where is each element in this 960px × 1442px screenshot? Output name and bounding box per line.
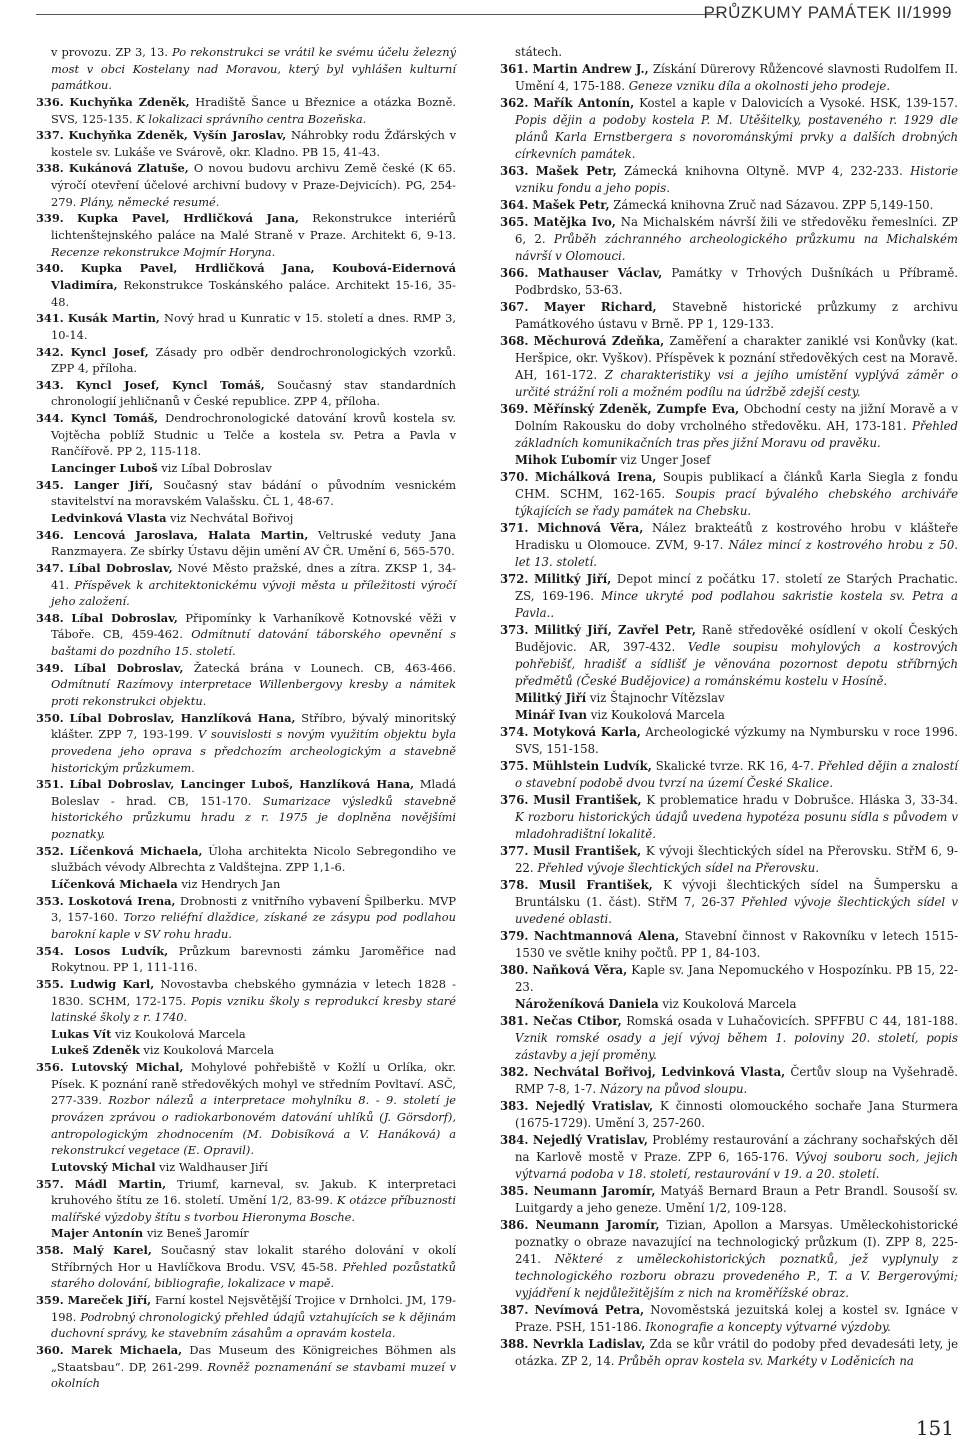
- bibliography-entry: [500, 469, 958, 520]
- header-rule: [36, 14, 720, 15]
- entry-author: Kyncl Josef,: [70, 344, 149, 359]
- bibliography-entry: [36, 610, 456, 660]
- bibliography-entry: [500, 95, 958, 163]
- entry-number: 364.: [500, 198, 529, 212]
- entry-text: Zásady pro odběr dendrochronologických vzorků. ZPP 4, příloha.: [51, 344, 457, 376]
- entry-text: Novoměstská jezuitská kolej a kostel sv. Ignáce v Praze. PSH, 151-186.: [515, 1303, 958, 1334]
- entry-text: Veltruské veduty Jana Ranzmayera. Ze sbírky Ústavu dějin umění AV ČR. Umění 6, 565-570.: [51, 527, 457, 559]
- entry-number: 365.: [500, 215, 529, 229]
- bibliography-entry: [36, 127, 456, 160]
- entry-text: státech.: [515, 45, 563, 59]
- entry-number: 340.: [36, 261, 64, 276]
- entry-annotation: Z charakteristiky vsi a jejího umístění vyplývá záměr o určité strážní roli a možném podílu na údržbě zdejší cesty.: [515, 368, 959, 399]
- entry-author: Militký Jiří, Zavřel Petr,: [534, 623, 696, 637]
- cross-reference: [36, 1159, 456, 1176]
- entry-author: Minář Ivan: [515, 708, 588, 722]
- entry-text: Připomínky k Varhaníkově Kotnovské věži v Táboře. CB, 459-462.: [51, 610, 457, 642]
- entry-author: Nejedlý Vratislav,: [535, 1099, 654, 1113]
- page-number: 151: [915, 1416, 954, 1440]
- entry-author: Kukánová Zlatuše,: [68, 161, 189, 176]
- bibliography-entry: [500, 1013, 958, 1064]
- entry-text: Rekonstrukce interiérů lichtenštejnského paláce na Malé Straně v Praze. Architekt 6, 9-13.: [51, 211, 456, 243]
- entry-author: Martin Andrew J.,: [532, 62, 649, 76]
- entry-author: Nečas Ctibor,: [532, 1014, 622, 1028]
- entry-annotation: Ikonografie a koncepty výtvarné výzdoby.: [645, 1320, 891, 1334]
- entry-author: Kusák Martin,: [67, 311, 160, 326]
- bibliography-entry: [36, 1342, 456, 1392]
- entry-continuation: [500, 44, 958, 61]
- bibliography-entry: [36, 477, 456, 510]
- bibliography-entry: [36, 410, 456, 460]
- entry-annotation: Odmítnutí Razímovy interpretace Willenbergovy kresby a námitek proti rekonstrukci objektu.: [51, 677, 456, 708]
- entry-annotation: Přehled vývoje šlechtických sídel na Přerovsku.: [537, 861, 820, 875]
- entry-author: Neumann Jaromír,: [535, 1218, 660, 1232]
- entry-annotation: Odmítnutí datování táborského opevnění s baštami do pozdního 15. století.: [51, 627, 456, 659]
- entry-annotation: Rovněž poznamenání se stavbami muzeí v okolních: [51, 1359, 457, 1391]
- bibliography-entry: [36, 843, 456, 876]
- entry-text: Na Michalském návrší žili ve středověku řemeslníci. ZP 6, 2.: [515, 215, 958, 246]
- bibliography-entry: [36, 377, 456, 410]
- entry-number: 382.: [500, 1065, 529, 1079]
- bibliography-entry: [36, 943, 456, 976]
- entry-number: 353.: [36, 893, 64, 908]
- entry-author: Nachtmannová Alena,: [533, 929, 680, 943]
- bibliography-entry: [36, 160, 456, 210]
- entry-number: 356.: [36, 1060, 64, 1075]
- entry-author: Lencová Jaroslava, Halata Martin,: [73, 527, 309, 542]
- entry-number: 357.: [36, 1176, 64, 1191]
- entry-text: Zámecká knihovna Zruč nad Sázavou. ZPP 5,149-150.: [613, 198, 934, 212]
- entry-author: Kuchyňka Zdeněk, Vyšín Jaroslav,: [68, 128, 287, 143]
- bibliography-entry: [500, 758, 958, 792]
- entry-number: 339.: [36, 211, 64, 226]
- entry-number: 343.: [36, 377, 64, 392]
- entry-text: Triumf, karneval, sv. Jakub. K interpretaci kruhového štítu ze 16. století. Umění 1/2, 83-99.: [51, 1176, 457, 1208]
- journal-title: PRŮZKUMY PAMÁTEK II/1999: [703, 3, 952, 22]
- entry-author: Mihok Ľubomír: [515, 453, 617, 467]
- entry-number: 375.: [500, 759, 529, 773]
- entry-number: 349.: [36, 660, 64, 675]
- entry-number: 386.: [500, 1218, 529, 1232]
- entry-number: 338.: [36, 161, 64, 176]
- entry-author: Líčenková Michaela: [51, 877, 178, 892]
- entry-text: Kaple sv. Jana Nepomuckého v Hospozínku. PB 15, 22-23.: [515, 963, 958, 994]
- bibliography-entry: [500, 214, 958, 265]
- entry-author: Marek Michaela,: [70, 1342, 183, 1357]
- bibliography-entry: [500, 1098, 958, 1132]
- entry-annotation: Recenze rekonstrukce Mojmír Horyna.: [51, 244, 276, 259]
- entry-annotation: Geneze vzniku díla a okolnosti jeho prodeje.: [628, 79, 891, 93]
- entry-annotation: Některé z uměleckohistorických poznatků, jež vyplynuly z technologického rozboru obrazu provedeného P., T. a V. Bergerovými; vyjádření k nejdůležitějším z nich na kroměřížské obraz.: [515, 1252, 959, 1300]
- bibliography-entry: [500, 843, 958, 877]
- entry-author: Militký Jiří: [515, 691, 587, 705]
- entry-text: K činnosti olomouckého sochaře Jana Sturmera (1675-1729). Umění 3, 257-260.: [515, 1099, 959, 1130]
- entry-author: Michálková Irena,: [535, 470, 657, 484]
- entry-number: 367.: [500, 300, 529, 314]
- entry-text: K vývoji šlechtických sídel na Přerovsku. StřM 6, 9-22.: [515, 844, 959, 875]
- entry-number: 342.: [36, 344, 64, 359]
- cross-reference: [36, 460, 456, 477]
- entry-number: 344.: [36, 411, 64, 426]
- entry-number: 351.: [36, 777, 64, 792]
- entry-author: Líbal Dobroslav, Lancinger Luboš, Hanzlíková Hana,: [69, 777, 415, 792]
- bibliography-entry: [36, 1176, 456, 1226]
- bibliography-entry: [36, 976, 456, 1026]
- entry-annotation: Vedle soupisu mohylových a kostrových pohřebišť, hradišť a sídlišť je věnována pozornost depotu stříbrných předmětů (České Budějovice) a románskému kostelu v Hosíně.: [515, 640, 958, 688]
- entry-author: Langer Jiří,: [73, 477, 154, 492]
- entry-number: 373.: [500, 623, 529, 637]
- entry-number: 347.: [36, 560, 64, 575]
- bibliography-entry: [36, 710, 456, 777]
- bibliography-entry: [500, 265, 958, 299]
- entry-text: Stavebně historické průzkumy z archivu Památkového ústavu v Brně. PP 1, 129-133.: [515, 300, 959, 331]
- entry-annotation: Rozbor nálezů a interpretace mohylníku 8. - 9. století je provázen zprávou o radiokarbonovém datování uhlíků (J. Görsdorf), antropologickým zhodnocením (M. Dobisíková a V. Hanáková) a rekonstrukcí vegetace (E. Opravil).: [51, 1093, 456, 1158]
- entry-annotation: K lokalizaci správního centra Bozeňska.: [136, 111, 367, 126]
- page-header: [0, 0, 960, 26]
- entry-author: Lancinger Luboš: [51, 461, 158, 476]
- entry-number: 361.: [500, 62, 529, 76]
- entry-author: Losos Ludvík,: [74, 943, 169, 958]
- entry-author: Nároženíková Daniela: [515, 997, 659, 1011]
- entry-author: Kyncl Josef, Kyncl Tomáš,: [76, 377, 265, 392]
- entry-annotation: Soupis prací bývalého chebského archiváře týkajících se řady památek na Chebsku.: [515, 487, 958, 518]
- bibliography-entry: [500, 877, 958, 928]
- cross-reference: [36, 510, 456, 527]
- cross-reference: [500, 707, 958, 724]
- bibliography-entry: [500, 1064, 958, 1098]
- entry-text: Mohylové pohřebiště v Kožlí u Orlíka, okr. Písek. K poznání raně středověkých mohyl ve středním Povltaví. ASČ, 277-339.: [51, 1060, 457, 1108]
- entry-text: Hradiště Šance u Březnice a otázka Bozně. SVS, 125-135.: [51, 94, 456, 126]
- entry-author: Ludwig Karl,: [69, 976, 155, 991]
- entry-text: viz Koukolová Marcela: [590, 708, 725, 722]
- cross-reference: [500, 996, 958, 1013]
- entry-author: Lutovský Michal: [51, 1159, 156, 1174]
- entry-annotation: Torzo reliéfní dlaždice, získané ze zásypu pod podlahou barokní kaple v SV rohu hradu.: [51, 910, 456, 941]
- entry-author: Líbal Dobroslav, Hanzlíková Hana,: [69, 710, 296, 725]
- entry-text: Zda se kůr vrátil do podoby před devadesáti lety, je otázka. ZP 2, 14.: [515, 1337, 959, 1368]
- entry-number: 362.: [500, 96, 529, 110]
- entry-text: Kostel a kaple v Dalovicích a Vysoké. HSK, 139-157.: [639, 96, 958, 110]
- entry-number: 385.: [500, 1184, 529, 1198]
- entry-text: Skalické tvrze. RK 16, 4-7.: [655, 759, 814, 773]
- entry-author: Mašek Petr,: [535, 164, 617, 178]
- entry-author: Mařík Antonín,: [533, 96, 635, 110]
- entry-number: 359.: [36, 1293, 64, 1308]
- entry-text: Zaměření a charakter zaniklé vsi Konůvky (kat. Heršpice, okr. Vyškov). Příspěvek k poznání středověkých cest na Moravě. AH, 161-172.: [515, 334, 959, 382]
- cross-reference: [36, 1225, 456, 1242]
- bibliography-entry: [500, 299, 958, 333]
- cross-reference: [36, 1042, 456, 1059]
- entry-author: Lutovský Michal,: [71, 1060, 184, 1075]
- entry-number: 358.: [36, 1243, 64, 1258]
- entry-annotation: Podrobný chronologický přehled údajů vztahujících se k dějinám duchovní správy, ke stavebním zásahům a opravám kostela.: [51, 1309, 456, 1341]
- bibliography-entry: [500, 520, 958, 571]
- cross-reference: [500, 690, 958, 707]
- entry-text: viz Unger Josef: [620, 453, 711, 467]
- entry-annotation: Po rekonstrukci se vrátil ke svému účelu železný most v obci Kostelany nad Moravou, který byl vyhlášen kulturní památkou.: [51, 45, 457, 93]
- entry-number: 355.: [36, 976, 64, 991]
- entry-annotation: Sumarizace výsledků stavebně historického průzkumu hradu z r. 1975 je doplněna novějšími poznatky.: [51, 793, 456, 842]
- entry-number: 383.: [500, 1099, 529, 1113]
- entry-number: 366.: [500, 266, 529, 280]
- entry-text: viz Koukolová Marcela: [143, 1043, 275, 1058]
- bibliography-entry: [500, 401, 958, 452]
- entry-author: Neumann Jaromír,: [533, 1184, 656, 1198]
- entry-author: Motyková Karla,: [532, 725, 641, 739]
- entry-text: Současný stav lokalit starého dolování v okolí Stříbrných Hor u Havlíčkova Brodu. VSV, 45-58.: [51, 1243, 456, 1274]
- entry-number: 384.: [500, 1133, 529, 1147]
- entry-text: K vývoji šlechtických sídel na Šumpersku a Bruntálsku (1. část). StřM 7, 26-37: [515, 878, 959, 909]
- entry-number: 380.: [500, 963, 529, 977]
- entry-number: 348.: [36, 610, 64, 625]
- entry-author: Musil František,: [533, 793, 642, 807]
- entry-annotation: Průběh záchranného archeologického průzkumu na Michalském návrší v Olomouci.: [515, 232, 958, 263]
- entry-text: Obchodní cesty na jižní Moravě a v Dolním Rakousku do doby vrcholného středověku. AH, 173-181.: [515, 402, 959, 433]
- entry-text: viz Beneš Jaromír: [146, 1226, 249, 1241]
- entry-text: Nové Město pražské, dnes a zítra. ZKSP 1, 34-41.: [51, 560, 456, 592]
- entry-annotation: K otázce příbuznosti malířské výzdoby štítu s tvorbou Hieronyma Bosche.: [51, 1193, 456, 1224]
- entry-number: 372.: [500, 572, 529, 586]
- entry-number: 337.: [36, 128, 64, 143]
- bibliography-entry: [36, 310, 456, 343]
- entry-annotation: Vývoj souboru soch, jejich výtvarná podoba v 18. století, restaurování v 19. a 20. století.: [515, 1150, 959, 1181]
- entry-number: 377.: [500, 844, 529, 858]
- entry-annotation: Popis dějin a podoby kostela P. M. Utěšitelky, postaveného r. 1929 dle plánů Karla Ernstbergera s novorománskými prvky a dalších drobných církevních památek.: [515, 113, 958, 161]
- bibliography-entry: [36, 94, 456, 127]
- entry-author: Měřínský Zdeněk, Zumpfe Eva,: [533, 402, 740, 416]
- bibliography-entry: [500, 571, 958, 622]
- entry-number: 350.: [36, 710, 64, 725]
- entry-number: 354.: [36, 943, 64, 958]
- entry-text: Romská osada v Luhačovicích. SPFFBU C 44, 181-188.: [626, 1014, 958, 1028]
- entry-number: 388.: [500, 1337, 529, 1351]
- entry-annotation: Přehled vývoje šlechtických sídel v uvedené oblasti.: [515, 895, 958, 926]
- entry-text: viz Líbal Dobroslav: [161, 461, 272, 476]
- entry-text: Nový hrad u Kunratic v 15. století a dnes. RMP 3, 10-14.: [51, 311, 456, 342]
- entry-text: Archeologické výzkumy na Nymbursku v roce 1996. SVS, 151-158.: [515, 725, 958, 756]
- entry-author: Kupka Pavel, Hrdličková Jana, Koubová-Eidernová Vladimíra,: [51, 261, 456, 292]
- entry-text: Depot mincí z počátku 17. století ze Starých Prachatic. ZS, 169-196.: [515, 572, 959, 603]
- entry-annotation: Vznik romské osady a její vývoj během 1. poloviny 20. století, popis zástavby a její proměny.: [515, 1031, 958, 1062]
- bibliography-entry: [500, 792, 958, 843]
- right-column: [500, 44, 958, 1370]
- entry-text: Raně středověké osídlení v okolí Českých Budějovic. AR, 397-432.: [515, 623, 959, 654]
- entry-author: Matějka Ivo,: [533, 215, 616, 229]
- cross-reference: [36, 876, 456, 893]
- bibliography-entry: [500, 1132, 958, 1183]
- left-column: [36, 44, 456, 1392]
- bibliography-entry: [36, 210, 456, 260]
- entry-number: 378.: [500, 878, 529, 892]
- entry-text: Úloha architekta Nicolo Sebregondiho ve službách vévody Albrechta z Valdštejna. ZPP 1,1-6.: [51, 843, 456, 875]
- entry-number: 368.: [500, 334, 529, 348]
- entry-text: Drobnosti z vnitřního vybavení Špilberku. MVP 3, 157-160.: [51, 893, 456, 925]
- entry-author: Ledvinková Vlasta: [51, 510, 167, 525]
- entry-text: Tizian, Apollon a Marsyas. Uměleckohistorické poznatky o obraze navazující na technologický průzkum (I). ZPP 8, 225-241.: [515, 1218, 959, 1266]
- entry-text: Současný stav standardních chronologií jehličnanů v České republice. ZPP 4, příloha.: [51, 377, 457, 409]
- entry-author: Militký Jiří,: [534, 572, 612, 586]
- entry-author: Michnová Věra,: [537, 521, 644, 535]
- entry-annotation: V souvislosti s novým využitím objektu byla provedena jeho oprava s předchozím archeologickým a stavebně historickým průzkumem.: [51, 727, 456, 775]
- entry-author: Mádl Martin,: [74, 1176, 167, 1191]
- entry-text: Zámecká knihovna Oltyně. MVP 4, 232-233.: [624, 164, 903, 178]
- entry-number: 346.: [36, 527, 64, 542]
- entry-number: 360.: [36, 1342, 64, 1357]
- entry-annotation: Popis vzniku školy s reprodukcí kresby staré latinské školy z r. 1740.: [51, 993, 456, 1025]
- entry-text: Mladá Boleslav - hrad. CB, 151-170.: [51, 777, 457, 808]
- bibliography-entry: [500, 163, 958, 197]
- entry-text: Novostavba chebského gymnázia v letech 1828 - 1830. SCHM, 172-175.: [51, 976, 456, 1008]
- bibliography-entry: [36, 344, 456, 377]
- entry-text: viz Koukolová Marcela: [662, 997, 797, 1011]
- bibliography-entry: [500, 724, 958, 758]
- entry-annotation: Přehled základních komunikačních tras přes jižní Moravu od pravěku.: [515, 419, 958, 450]
- entry-author: Majer Antonín: [51, 1226, 144, 1241]
- entry-number: 379.: [500, 929, 529, 943]
- entry-author: Musil František,: [538, 878, 653, 892]
- entry-author: Kuchyňka Zdeněk,: [69, 94, 190, 109]
- entry-text: Dendrochronologické datování krovů kostela sv. Vojtěcha poblíž Studnic u Telče a kostela sv. Petra a Pavla v Rančířově. PP 2, 115-118.: [51, 411, 457, 459]
- entry-author: Lukas Vít: [51, 1026, 112, 1041]
- bibliography-entry: [36, 260, 456, 310]
- bibliography-entry: [500, 1302, 958, 1336]
- entry-annotation: Historie vzniku fondu a jeho popis.: [515, 164, 959, 195]
- entry-annotation: Plány, německé resumé.: [80, 194, 220, 209]
- entry-author: Líčenková Michaela,: [69, 843, 203, 858]
- entry-text: Problémy restaurování a záchrany sochařských děl na Karlově mostě v Praze. ZPP 6, 165-176.: [515, 1133, 958, 1164]
- entry-number: 345.: [36, 477, 64, 492]
- entry-text: Současný stav bádání o původním vesnickém stavitelství na moravském Valašsku. ČL 1, 48-67.: [51, 477, 456, 509]
- entry-number: 387.: [500, 1303, 529, 1317]
- entry-number: 341.: [36, 311, 64, 326]
- entry-number: 374.: [500, 725, 529, 739]
- entry-author: Nechvátal Bořivoj, Ledvinková Vlasta,: [533, 1065, 786, 1079]
- entry-text: viz Koukolová Marcela: [115, 1026, 246, 1041]
- entry-text: Stavební činnost v Rakovníku v letech 1515-1530 ve světle knihy počtů. PP 1, 84-103.: [515, 929, 959, 960]
- entry-continuation: [36, 44, 456, 94]
- entry-text: Žatecká brána v Lounech. CB, 463-466.: [193, 660, 457, 675]
- entry-text: O novou budovu archivu Země české (K 65. výročí otevření účelové archivní budovy v Praze-Dejvicích). PG, 254-279.: [51, 161, 457, 209]
- entry-annotation: Průběh oprav kostela sv. Markéty v Loděnicích na: [618, 1354, 914, 1368]
- entry-number: 336.: [36, 94, 64, 109]
- entry-text: viz Waldhauser Jiří: [159, 1159, 268, 1174]
- bibliography-entry: [36, 527, 456, 560]
- entry-author: Mathauser Václav,: [537, 266, 663, 280]
- entry-annotation: Nález mincí z kostrového hrobu z 50. let 13. století.: [515, 538, 959, 569]
- entry-author: Líbal Dobroslav,: [74, 660, 184, 675]
- bibliography-entry: [36, 560, 456, 610]
- entry-annotation: K rozboru historických údajů uvedena hypotéza posunu sídla s původem v mladohradištní lokalitě.: [515, 810, 958, 841]
- entry-text: viz Nechvátal Bořivoj: [170, 510, 294, 525]
- cross-reference: [500, 452, 958, 469]
- entry-number: 371.: [500, 521, 529, 535]
- entry-text: Čertův sloup na Vyšehradě. RMP 7-8, 1-7.: [515, 1065, 959, 1096]
- entry-text: Soupis publikací a článků Karla Siegla z fondu CHM. SCHM, 162-165.: [515, 470, 959, 501]
- entry-text: K problematice hradu v Dobrušce. Hláska 3, 33-34.: [646, 793, 958, 807]
- entry-author: Mühlstein Ludvík,: [532, 759, 652, 773]
- bibliography-entry: [500, 197, 958, 214]
- bibliography-entry: [36, 1242, 456, 1292]
- entry-annotation: Příspěvek k architektonickému vývoji města u příležitosti výročí jeho založení.: [51, 577, 456, 609]
- bibliography-entry: [500, 1183, 958, 1217]
- entry-author: Měchurová Zdeňka,: [533, 334, 665, 348]
- entry-author: Nevrkla Ladislav,: [532, 1337, 646, 1351]
- bibliography-entry: [36, 1292, 456, 1342]
- entry-author: Mayer Richard,: [544, 300, 657, 314]
- entry-author: Kyncl Tomáš,: [70, 411, 159, 426]
- entry-text: Farní kostel Nejsvětější Trojice v Drnholci. JM, 179-198.: [51, 1293, 456, 1324]
- entry-author: Naňková Věra,: [532, 963, 628, 977]
- bibliography-entry: [500, 928, 958, 962]
- entry-author: Kupka Pavel, Hrdličková Jana,: [77, 211, 299, 226]
- entry-annotation: Mince ukryté pod podlahou sakristie kostela sv. Petra a Pavla..: [515, 589, 959, 620]
- entry-text: viz Hendrych Jan: [181, 877, 281, 892]
- entry-text: Das Museum des Königreiches Böhmen als „Staatsbau“. DP, 261-299.: [51, 1342, 456, 1374]
- entry-text: Památky v Trhových Dušníkách u Příbramě. Podbrdsko, 53-63.: [515, 266, 958, 297]
- entry-author: Malý Karel,: [72, 1243, 152, 1258]
- entry-annotation: Přehled pozůstatků starého dolování, bibliografie, lokalizace v mapě.: [51, 1259, 457, 1291]
- bibliography-entry: [36, 660, 456, 710]
- bibliography-entry: [36, 1059, 456, 1159]
- entry-text: Nález brakteátů z kostrového hrobu v klášteře Hradisku u Olomouce. ZVM, 9-17.: [515, 521, 958, 552]
- entry-annotation: Přehled dějin a znalostí o stavební podobě dvou tvrzí na území České Skalice.: [515, 759, 959, 790]
- entry-text: Získání Dürerovy Růžencové slavnosti Rudolfem II. Umění 4, 175-188.: [515, 62, 959, 93]
- entry-number: 363.: [500, 164, 529, 178]
- entry-text: v provozu. ZP 3, 13.: [51, 45, 168, 59]
- entry-text: Náhrobky rodu Žďárských v kostele sv. Lukáše ve Svárově, okr. Kladno. PB 15, 41-43.: [51, 128, 457, 159]
- cross-reference: [36, 1026, 456, 1043]
- bibliography-entry: [500, 1217, 958, 1302]
- entry-number: 381.: [500, 1014, 529, 1028]
- entry-author: Mašek Petr,: [532, 198, 610, 212]
- entry-text: Rekonstrukce Toskánského paláce. Architekt 15-16, 35-48.: [51, 277, 456, 309]
- entry-text: Matyáš Bernard Braun a Petr Brandl. Sousoší sv. Luitgardy a jeho geneze. Umění 1/2, 109-128.: [515, 1184, 959, 1215]
- entry-text: Průzkum barevnosti zámku Jaroměřice nad Rokytnou. PP 1, 111-116.: [51, 943, 456, 975]
- entry-number: 369.: [500, 402, 529, 416]
- entry-author: Nejedlý Vratislav,: [532, 1133, 648, 1147]
- entry-author: Lukeš Zdeněk: [51, 1043, 140, 1058]
- entry-text: viz Štajnochr Vítězslav: [589, 691, 725, 705]
- bibliography-entry: [36, 893, 456, 943]
- entry-author: Mareček Jiří,: [67, 1293, 152, 1308]
- entry-text: Stříbro, bývalý minoritský klášter. ZPP 7, 193-199.: [51, 710, 457, 742]
- entry-author: Nevímová Petra,: [534, 1303, 645, 1317]
- bibliography-entry: [500, 333, 958, 401]
- entry-author: Loskotová Irena,: [68, 893, 176, 908]
- entry-author: Líbal Dobroslav,: [71, 610, 178, 625]
- entry-number: 370.: [500, 470, 529, 484]
- entry-author: Líbal Dobroslav,: [68, 560, 173, 575]
- entry-annotation: Názory na původ sloupu.: [599, 1082, 748, 1096]
- bibliography-entry: [500, 1336, 958, 1370]
- entry-author: Musil František,: [533, 844, 642, 858]
- bibliography-entry: [36, 776, 456, 843]
- entry-number: 352.: [36, 843, 64, 858]
- bibliography-entry: [500, 622, 958, 690]
- bibliography-entry: [500, 61, 958, 95]
- bibliography-entry: [500, 962, 958, 996]
- entry-number: 376.: [500, 793, 529, 807]
